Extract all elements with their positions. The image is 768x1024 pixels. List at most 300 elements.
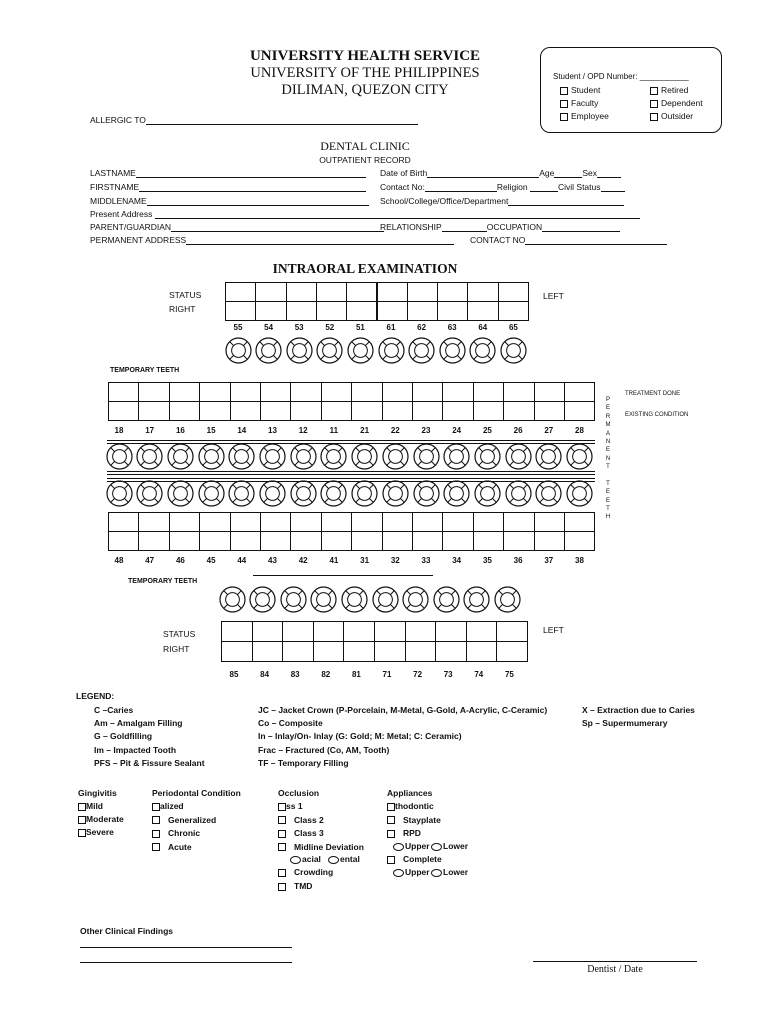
radio-oval[interactable] xyxy=(431,843,442,851)
condition-option[interactable] xyxy=(78,827,114,837)
chart-cell[interactable] xyxy=(498,301,529,321)
checkbox[interactable] xyxy=(387,803,395,811)
chart-cell[interactable] xyxy=(496,621,528,642)
lower-perm-number: 38 xyxy=(575,556,584,565)
contact-label: Contact No: xyxy=(380,182,425,192)
condition-option[interactable] xyxy=(78,801,103,811)
tooth-diagram-icon[interactable] xyxy=(402,586,429,613)
tooth-diagram-icon[interactable] xyxy=(198,480,225,507)
chart-cell[interactable] xyxy=(230,531,261,551)
chart-cell[interactable] xyxy=(346,282,377,302)
tooth-diagram-icon[interactable] xyxy=(463,586,490,613)
checkbox[interactable] xyxy=(152,843,160,851)
upper-perm-number: 17 xyxy=(145,426,155,435)
parent-guardian-label: PARENT/GUARDIAN xyxy=(90,222,172,232)
chart-cell[interactable] xyxy=(286,282,317,302)
patient-type-right xyxy=(650,85,703,124)
permanent-address-label: PERMANENT ADDRESS xyxy=(90,235,187,245)
upper-temp-number: 51 xyxy=(355,323,365,332)
chart-cell[interactable] xyxy=(498,282,529,302)
civil-status-label: Civil Status xyxy=(557,182,601,192)
chart-cell[interactable] xyxy=(351,382,382,402)
chart-cell[interactable] xyxy=(412,401,443,421)
tooth-diagram-icon[interactable] xyxy=(136,443,163,470)
chart-cell[interactable] xyxy=(382,531,413,551)
other-findings-line-2[interactable] xyxy=(80,962,292,963)
chart-cell[interactable] xyxy=(230,382,261,402)
chart-cell[interactable] xyxy=(405,621,437,642)
chart-cell[interactable] xyxy=(290,401,321,421)
chart-cell[interactable] xyxy=(534,382,565,402)
chart-cell[interactable] xyxy=(260,401,291,421)
chart-cell[interactable] xyxy=(412,512,443,532)
firstname-field[interactable] xyxy=(90,182,366,192)
tooth-diagram-icon[interactable] xyxy=(228,480,255,507)
checkbox[interactable] xyxy=(387,816,395,824)
chart-cell[interactable] xyxy=(138,512,169,532)
chart-cell[interactable] xyxy=(199,531,230,551)
tooth-diagram-icon[interactable] xyxy=(255,337,282,364)
chart-cell[interactable] xyxy=(382,382,413,402)
chart-cell[interactable] xyxy=(230,401,261,421)
chart-cell[interactable] xyxy=(260,531,291,551)
chart-cell[interactable] xyxy=(221,621,253,642)
tooth-diagram-icon[interactable] xyxy=(249,586,276,613)
radio-oval[interactable] xyxy=(393,843,404,851)
chart-cell[interactable] xyxy=(290,382,321,402)
treatment-done-label: TREATMENT DONE xyxy=(625,391,681,397)
tooth-diagram-icon[interactable] xyxy=(439,337,466,364)
permanent-address-field[interactable] xyxy=(90,235,454,245)
vertical-letter: T xyxy=(606,464,610,471)
radio-oval[interactable] xyxy=(290,856,301,864)
option-label: Student xyxy=(571,85,601,95)
chart-cell[interactable] xyxy=(290,531,321,551)
condition-title: Occlusion xyxy=(278,788,320,798)
checkbox[interactable] xyxy=(278,816,286,824)
chart-cell[interactable] xyxy=(199,382,230,402)
legend-item: PFS – Pit & Fissure Sealant xyxy=(94,757,205,768)
radio-oval[interactable] xyxy=(328,856,339,864)
double-rule xyxy=(107,471,595,475)
signature-line[interactable] xyxy=(533,961,697,962)
option-label: Crowding xyxy=(294,867,334,877)
chart-cell[interactable] xyxy=(435,621,467,642)
chart-cell[interactable] xyxy=(316,282,347,302)
relationship-label: RELATIONSHIP xyxy=(380,222,442,232)
upper-perm-number: 21 xyxy=(360,426,370,435)
lower-perm-number: 42 xyxy=(298,556,308,565)
checkbox[interactable] xyxy=(650,113,658,121)
tooth-diagram-icon[interactable] xyxy=(413,480,440,507)
checkbox[interactable] xyxy=(650,100,658,108)
upper-left-label: LEFT xyxy=(543,291,564,301)
tooth-diagram-icon[interactable] xyxy=(494,586,521,613)
radio-option[interactable] xyxy=(431,867,468,877)
chart-cell[interactable] xyxy=(473,401,504,421)
option-label: Outsider xyxy=(661,111,694,121)
chart-cell[interactable] xyxy=(169,531,200,551)
tooth-diagram-icon[interactable] xyxy=(505,480,532,507)
tooth-diagram-icon[interactable] xyxy=(259,443,286,470)
tooth-diagram-icon[interactable] xyxy=(382,443,409,470)
chart-cell[interactable] xyxy=(230,512,261,532)
tooth-diagram-icon[interactable] xyxy=(351,480,378,507)
chart-cell[interactable] xyxy=(374,641,406,662)
chart-cell[interactable] xyxy=(412,382,443,402)
tooth-diagram-icon[interactable] xyxy=(228,443,255,470)
present-address-field[interactable] xyxy=(90,209,640,219)
radio-oval[interactable] xyxy=(393,869,404,877)
chart-cell[interactable] xyxy=(473,531,504,551)
tooth-diagram-icon[interactable] xyxy=(219,586,246,613)
chart-cell[interactable] xyxy=(286,301,317,321)
condition-option[interactable] xyxy=(278,881,312,891)
chart-cell[interactable] xyxy=(351,401,382,421)
chart-cell[interactable] xyxy=(467,282,498,302)
patient-type-option[interactable] xyxy=(560,85,609,98)
legend-item: Am – Amalgam Filling xyxy=(94,718,183,729)
tooth-diagram-icon[interactable] xyxy=(474,443,501,470)
checkbox[interactable] xyxy=(560,100,568,108)
chart-cell[interactable] xyxy=(534,512,565,532)
checkbox[interactable] xyxy=(152,830,160,838)
lastname-label: LASTNAME xyxy=(90,168,136,178)
checkbox[interactable] xyxy=(152,803,160,811)
vertical-letter: T xyxy=(606,480,610,487)
allergic-field[interactable] xyxy=(90,115,418,125)
chart-cell[interactable] xyxy=(138,531,169,551)
chart-cell[interactable] xyxy=(564,531,595,551)
chart-cell[interactable] xyxy=(225,301,256,321)
tooth-diagram-icon[interactable] xyxy=(408,337,435,364)
chart-cell[interactable] xyxy=(108,382,139,402)
chart-cell[interactable] xyxy=(442,401,473,421)
chart-cell[interactable] xyxy=(503,382,534,402)
upper-perm-number: 26 xyxy=(513,426,523,435)
condition-option[interactable] xyxy=(387,854,442,864)
chart-cell[interactable] xyxy=(282,621,314,642)
tooth-diagram-icon[interactable] xyxy=(341,586,368,613)
checkbox[interactable] xyxy=(387,856,395,864)
chart-cell[interactable] xyxy=(473,382,504,402)
chart-cell[interactable] xyxy=(108,401,139,421)
chart-cell[interactable] xyxy=(437,282,468,302)
age-label: Age xyxy=(539,168,555,178)
vertical-letter: E xyxy=(605,405,610,412)
chart-cell[interactable] xyxy=(374,621,406,642)
chart-cell[interactable] xyxy=(199,512,230,532)
tooth-diagram-icon[interactable] xyxy=(310,586,337,613)
signature-label: Dentist / Date xyxy=(587,964,643,975)
upper-temp-number: 64 xyxy=(478,323,488,332)
chart-cell[interactable] xyxy=(405,641,437,662)
tooth-diagram-icon[interactable] xyxy=(443,443,470,470)
chart-cell[interactable] xyxy=(437,301,468,321)
school-field[interactable] xyxy=(380,196,624,206)
permanent-teeth-vertical-label xyxy=(604,396,612,522)
lower-perm-number: 33 xyxy=(421,556,431,565)
tooth-diagram-icon[interactable] xyxy=(474,480,501,507)
tooth-diagram-icon[interactable] xyxy=(290,443,317,470)
checkbox[interactable] xyxy=(78,829,86,837)
tooth-diagram-icon[interactable] xyxy=(290,480,317,507)
option-label: ss 1 xyxy=(286,801,303,811)
checkbox[interactable] xyxy=(78,803,86,811)
option-label: alized xyxy=(160,801,184,811)
chart-cell[interactable] xyxy=(255,301,286,321)
header-line1: UNIVERSITY HEALTH SERVICE xyxy=(249,48,481,64)
vertical-letter: N xyxy=(605,455,611,462)
chart-cell[interactable] xyxy=(138,382,169,402)
tooth-diagram-icon[interactable] xyxy=(316,337,343,364)
chart-cell[interactable] xyxy=(503,531,534,551)
tooth-diagram-icon[interactable] xyxy=(259,480,286,507)
tooth-diagram-icon[interactable] xyxy=(535,443,562,470)
legend-item: Sp – Supermumerary xyxy=(582,718,668,729)
lower-status-label: STATUS xyxy=(163,629,196,639)
chart-cell[interactable] xyxy=(313,641,345,662)
chart-cell[interactable] xyxy=(252,641,284,662)
patient-type-box xyxy=(540,47,722,133)
chart-cell[interactable] xyxy=(564,512,595,532)
checkbox[interactable] xyxy=(387,830,395,838)
checkbox[interactable] xyxy=(278,803,286,811)
checkbox[interactable] xyxy=(152,816,160,824)
lower-right-label: RIGHT xyxy=(163,644,190,654)
chart-cell[interactable] xyxy=(382,512,413,532)
vertical-letter: H xyxy=(605,514,611,521)
chart-cell[interactable] xyxy=(252,621,284,642)
exam-title: INTRAORAL EXAMINATION xyxy=(272,261,458,276)
chart-cell[interactable] xyxy=(351,531,382,551)
present-address-label: Present Address xyxy=(90,209,153,219)
tooth-diagram-icon[interactable] xyxy=(372,586,399,613)
chart-cell[interactable] xyxy=(534,531,565,551)
clinic-subtitle: OUTPATIENT RECORD xyxy=(319,155,411,165)
chart-cell[interactable] xyxy=(496,641,528,662)
checkbox[interactable] xyxy=(278,883,286,891)
tooth-diagram-icon[interactable] xyxy=(500,337,527,364)
tooth-diagram-icon[interactable] xyxy=(167,480,194,507)
chart-cell[interactable] xyxy=(321,531,352,551)
condition-title: Gingivitis xyxy=(78,788,117,798)
vertical-letter: M xyxy=(605,422,611,429)
chart-cell[interactable] xyxy=(473,512,504,532)
lower-perm-number: 43 xyxy=(268,556,277,565)
tooth-diagram-icon[interactable] xyxy=(225,337,252,364)
chart-cell[interactable] xyxy=(169,401,200,421)
patient-type-option[interactable] xyxy=(650,111,703,124)
tooth-diagram-icon[interactable] xyxy=(433,586,460,613)
chart-cell[interactable] xyxy=(503,401,534,421)
upper-perm-number: 11 xyxy=(329,426,339,435)
header-line3: DILIMAN, QUEZON CITY xyxy=(281,82,449,98)
radio-option[interactable] xyxy=(393,867,430,877)
chart-cell[interactable] xyxy=(313,621,345,642)
lower-perm-number: 48 xyxy=(114,556,124,565)
condition-option[interactable] xyxy=(152,828,200,838)
contact-no2-field[interactable] xyxy=(470,235,667,245)
chart-cell[interactable] xyxy=(466,621,498,642)
chart-cell[interactable] xyxy=(169,512,200,532)
upper-perm-number: 14 xyxy=(237,426,247,435)
chart-cell[interactable] xyxy=(290,512,321,532)
tooth-diagram-icon[interactable] xyxy=(413,443,440,470)
condition-option[interactable] xyxy=(152,842,192,852)
condition-option[interactable] xyxy=(278,801,303,811)
checkbox[interactable] xyxy=(78,816,86,824)
middlename-label: MIDDLENAME xyxy=(90,196,147,206)
tooth-diagram-icon[interactable] xyxy=(198,443,225,470)
lastname-field[interactable] xyxy=(90,168,366,178)
chart-cell[interactable] xyxy=(407,301,438,321)
chart-cell[interactable] xyxy=(199,401,230,421)
tooth-diagram-icon[interactable] xyxy=(136,480,163,507)
chart-cell[interactable] xyxy=(321,382,352,402)
patient-type-option[interactable] xyxy=(650,85,703,98)
chart-cell[interactable] xyxy=(534,401,565,421)
upper-perm-number: 13 xyxy=(268,426,277,435)
chart-cell[interactable] xyxy=(343,641,375,662)
tooth-diagram-icon[interactable] xyxy=(382,480,409,507)
chart-cell[interactable] xyxy=(442,512,473,532)
chart-cell[interactable] xyxy=(564,401,595,421)
tooth-diagram-icon[interactable] xyxy=(469,337,496,364)
opd-number-label: Student / OPD Number: ___________ xyxy=(553,72,689,81)
tooth-diagram-icon[interactable] xyxy=(320,480,347,507)
radio-option[interactable] xyxy=(393,841,430,851)
upper-perm-number: 15 xyxy=(206,426,216,435)
checkbox[interactable] xyxy=(650,87,658,95)
parent-guardian-field[interactable] xyxy=(90,222,384,232)
other-findings-line-1[interactable] xyxy=(80,947,292,948)
chart-cell[interactable] xyxy=(343,621,375,642)
condition-option[interactable] xyxy=(278,815,324,825)
chart-cell[interactable] xyxy=(466,641,498,662)
lower-temp-number: 72 xyxy=(413,670,423,679)
option-label: Complete xyxy=(403,854,442,864)
chart-cell[interactable] xyxy=(377,282,408,302)
chart-cell[interactable] xyxy=(169,382,200,402)
school-label: School/College/Office/Department xyxy=(380,196,509,206)
tooth-diagram-icon[interactable] xyxy=(106,480,133,507)
patient-type-option[interactable] xyxy=(560,98,609,111)
tooth-diagram-icon[interactable] xyxy=(566,443,593,470)
lower-temp-number: 75 xyxy=(504,670,514,679)
upper-perm-number: 25 xyxy=(482,426,492,435)
condition-option[interactable] xyxy=(387,801,434,811)
chart-cell[interactable] xyxy=(467,301,498,321)
condition-option[interactable] xyxy=(278,828,324,838)
condition-option[interactable] xyxy=(387,828,421,838)
tooth-diagram-icon[interactable] xyxy=(167,443,194,470)
radio-option[interactable] xyxy=(290,854,321,864)
patient-type-option[interactable] xyxy=(650,98,703,111)
chart-cell[interactable] xyxy=(377,301,408,321)
lower-temp-number: 84 xyxy=(260,670,270,679)
chart-cell[interactable] xyxy=(316,301,347,321)
chart-cell[interactable] xyxy=(260,512,291,532)
checkbox[interactable] xyxy=(278,830,286,838)
contact-field[interactable] xyxy=(380,182,625,192)
tooth-diagram-icon[interactable] xyxy=(347,337,374,364)
checkbox[interactable] xyxy=(278,843,286,851)
condition-option[interactable] xyxy=(152,815,216,825)
checkbox[interactable] xyxy=(560,87,568,95)
tooth-diagram-icon[interactable] xyxy=(106,443,133,470)
chart-cell[interactable] xyxy=(321,401,352,421)
option-label: Lower xyxy=(443,841,469,851)
upper-temp-number: 52 xyxy=(325,323,335,332)
tooth-diagram-icon[interactable] xyxy=(535,480,562,507)
radio-option[interactable] xyxy=(431,841,468,851)
chart-cell[interactable] xyxy=(503,512,534,532)
condition-option[interactable] xyxy=(78,814,124,824)
chart-cell[interactable] xyxy=(407,282,438,302)
chart-cell[interactable] xyxy=(351,512,382,532)
chart-cell[interactable] xyxy=(260,382,291,402)
relationship-field[interactable] xyxy=(380,222,620,232)
tooth-diagram-icon[interactable] xyxy=(378,337,405,364)
option-label: Class 3 xyxy=(294,828,324,838)
chart-cell[interactable] xyxy=(221,641,253,662)
condition-option[interactable] xyxy=(152,801,184,811)
legend-item: G – Goldfilling xyxy=(94,731,153,742)
dob-field[interactable] xyxy=(380,168,621,178)
upper-temp-number: 54 xyxy=(264,323,274,332)
lower-perm-number: 37 xyxy=(544,556,554,565)
radio-option[interactable] xyxy=(328,854,360,864)
patient-type-option[interactable] xyxy=(560,111,609,124)
tooth-diagram-icon[interactable] xyxy=(286,337,313,364)
legend-title: LEGEND: xyxy=(76,691,115,701)
radio-oval[interactable] xyxy=(431,869,442,877)
chart-cell[interactable] xyxy=(225,282,256,302)
chart-cell[interactable] xyxy=(435,641,467,662)
tooth-diagram-icon[interactable] xyxy=(566,480,593,507)
condition-option[interactable] xyxy=(387,815,441,825)
chart-cell[interactable] xyxy=(442,531,473,551)
chart-cell[interactable] xyxy=(564,382,595,402)
legend-item: Co – Composite xyxy=(258,718,323,729)
middlename-field[interactable] xyxy=(90,196,369,206)
vertical-letter: N xyxy=(605,438,611,445)
vertical-letter: E xyxy=(605,447,610,454)
chart-cell[interactable] xyxy=(442,382,473,402)
chart-cell[interactable] xyxy=(282,641,314,662)
chart-cell[interactable] xyxy=(382,401,413,421)
chart-cell[interactable] xyxy=(108,512,139,532)
tooth-diagram-icon[interactable] xyxy=(351,443,378,470)
condition-option[interactable] xyxy=(278,842,364,852)
tooth-diagram-icon[interactable] xyxy=(280,586,307,613)
checkbox[interactable] xyxy=(278,869,286,877)
chart-cell[interactable] xyxy=(321,512,352,532)
condition-option[interactable] xyxy=(278,867,333,877)
tooth-diagram-icon[interactable] xyxy=(320,443,347,470)
chart-cell[interactable] xyxy=(412,531,443,551)
chart-cell[interactable] xyxy=(346,301,377,321)
legend-item: X – Extraction due to Caries xyxy=(582,705,695,715)
chart-cell[interactable] xyxy=(255,282,286,302)
chart-cell[interactable] xyxy=(108,531,139,551)
tooth-diagram-icon[interactable] xyxy=(443,480,470,507)
chart-cell[interactable] xyxy=(138,401,169,421)
checkbox[interactable] xyxy=(560,113,568,121)
vertical-letter: T xyxy=(606,506,610,513)
tooth-diagram-icon[interactable] xyxy=(505,443,532,470)
